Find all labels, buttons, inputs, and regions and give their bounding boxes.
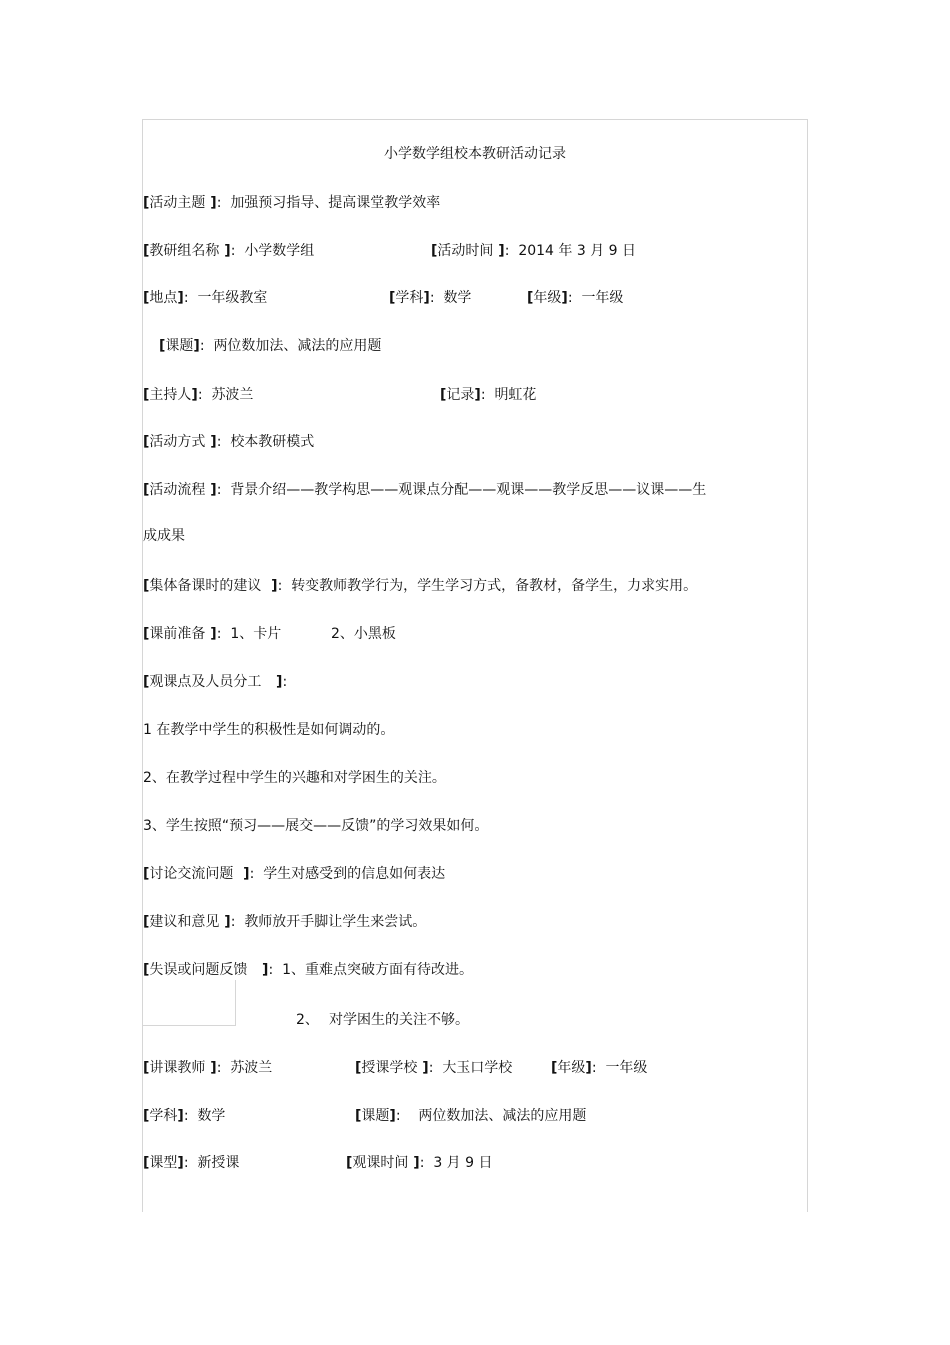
cell-notch	[142, 980, 236, 1026]
subject2-value: 数学	[197, 1108, 226, 1124]
place-label: 地点	[149, 290, 178, 306]
time-row: [活动时间 ]: 2014 年 3 月 9 日	[431, 243, 637, 259]
grade2-value: 一年级	[605, 1060, 648, 1076]
flow-label: 活动流程	[149, 482, 206, 498]
subject-value: 数学	[443, 290, 472, 306]
obs-time-row: [观课时间 ]: 3 月 9 日	[346, 1155, 493, 1171]
issues-item-1: 1、重难点突破方面有待改进。	[282, 962, 473, 978]
flow-value: 背景介绍——教学构思——观课点分配——观课——教学反思——议课——生	[230, 482, 707, 498]
prep-item-1: 1、卡片	[230, 626, 282, 642]
theme-label: 活动主题	[149, 195, 206, 211]
issues-label: 失误或问题反馈	[149, 962, 248, 978]
type-row: [课型]: 新授课	[143, 1155, 240, 1171]
theme-value: 加强预习指导、提高课堂教学效率	[230, 195, 441, 211]
obs-time-label: 观课时间	[352, 1155, 409, 1171]
suggest-value: 转变教师教学行为，学生学习方式，备教材，备学生，力求实用。	[291, 578, 698, 594]
grade-value: 一年级	[581, 290, 624, 306]
group-value: 小学数学组	[244, 243, 315, 259]
school-row: [授课学校 ]: 大玉口学校	[355, 1060, 513, 1076]
topic2-row: [课题]: 两位数加法、减法的应用题	[355, 1108, 587, 1124]
topic-label: 课题	[165, 338, 194, 354]
prep-row: [课前准备 ]: 1、卡片	[143, 626, 282, 642]
advice-row: [建议和意见 ]: 教师放开手脚让学生来尝试。	[143, 914, 427, 930]
suggest-label: 集体备课时的建议	[149, 578, 262, 594]
subject-row: [学科]: 数学	[389, 290, 472, 306]
observe-item-3: 3、学生按照“预习——展交——反馈”的学习效果如何。	[143, 818, 489, 834]
topic2-label: 课题	[361, 1108, 390, 1124]
place-row: [地点]: 一年级教室	[143, 290, 268, 306]
issues-item-2-num: 2、	[296, 1012, 319, 1028]
observe-label: 观课点及人员分工	[149, 674, 262, 690]
prep-item-2: 2、小黑板	[331, 626, 396, 642]
host-label: 主持人	[149, 387, 192, 403]
advice-label: 建议和意见	[149, 914, 220, 930]
doc-title: 小学数学组校本教研活动记录	[384, 146, 566, 162]
observe-item-1: 1 在教学中学生的积极性是如何调动的。	[143, 722, 395, 738]
group-row: [教研组名称 ]: 小学数学组	[143, 243, 315, 259]
page-frame	[142, 119, 808, 1212]
time-label: 活动时间	[437, 243, 494, 259]
mode-value: 校本教研模式	[230, 434, 315, 450]
teacher-label: 讲课教师	[149, 1060, 206, 1076]
obs-time-value: 3 月 9 日	[433, 1155, 493, 1171]
school-value: 大玉口学校	[442, 1060, 513, 1076]
topic-value: 两位数加法、减法的应用题	[213, 338, 382, 354]
flow-row: [活动流程 ]: 背景介绍——教学构思——观课点分配——观课——教学反思——议课——生	[143, 482, 707, 498]
type-label: 课型	[149, 1155, 178, 1171]
discuss-row: [讨论交流问题 ]: 学生对感受到的信息如何表达	[143, 866, 446, 882]
mode-label: 活动方式	[149, 434, 206, 450]
subject2-label: 学科	[149, 1108, 178, 1124]
place-value: 一年级教室	[197, 290, 268, 306]
grade-label: 年级	[533, 290, 562, 306]
subject2-row: [学科]: 数学	[143, 1108, 226, 1124]
group-label: 教研组名称	[149, 243, 220, 259]
host-value: 苏波兰	[211, 387, 254, 403]
subject-label: 学科	[395, 290, 424, 306]
discuss-value: 学生对感受到的信息如何表达	[263, 866, 446, 882]
time-value: 2014 年 3 月 9 日	[518, 243, 637, 259]
topic-row: [课题]: 两位数加法、减法的应用题	[159, 338, 382, 354]
issues-row: [失误或问题反馈 ]: 1、重难点突破方面有待改进。	[143, 962, 473, 978]
mode-row: [活动方式 ]: 校本教研模式	[143, 434, 315, 450]
topic2-value: 两位数加法、减法的应用题	[418, 1108, 587, 1124]
recorder-label: 记录	[446, 387, 475, 403]
grade2-label: 年级	[557, 1060, 586, 1076]
prep-label: 课前准备	[149, 626, 206, 642]
advice-value: 教师放开手脚让学生来尝试。	[244, 914, 427, 930]
type-value: 新授课	[197, 1155, 240, 1171]
issues-item-2: 对学困生的关注不够。	[329, 1012, 469, 1028]
teacher-row: [讲课教师 ]: 苏波兰	[143, 1060, 273, 1076]
school-label: 授课学校	[361, 1060, 418, 1076]
recorder-value: 明虹花	[494, 387, 537, 403]
teacher-value: 苏波兰	[230, 1060, 273, 1076]
observe-row: [观课点及人员分工 ]:	[143, 674, 288, 690]
grade-row: [年级]: 一年级	[527, 290, 624, 306]
host-row: [主持人]: 苏波兰	[143, 387, 254, 403]
theme-row: [活动主题 ]: 加强预习指导、提高课堂教学效率	[143, 195, 441, 211]
grade2-row: [年级]: 一年级	[551, 1060, 648, 1076]
flow-continued: 成成果	[143, 528, 185, 544]
suggest-row: [集体备课时的建议 ]: 转变教师教学行为，学生学习方式，备教材，备学生，力求实用。	[143, 578, 698, 594]
observe-item-2: 2、在教学过程中学生的兴趣和对学困生的关注。	[143, 770, 446, 786]
discuss-label: 讨论交流问题	[149, 866, 234, 882]
recorder-row: [记录]: 明虹花	[440, 387, 537, 403]
